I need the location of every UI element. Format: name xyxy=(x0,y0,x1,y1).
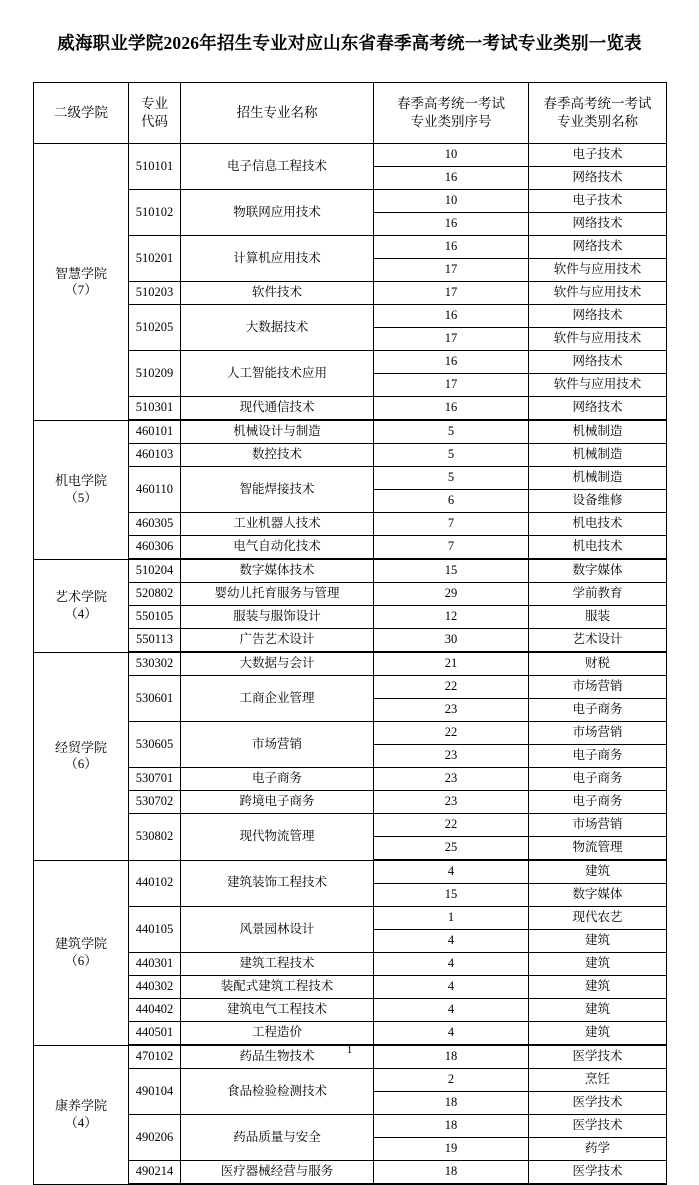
college-cell xyxy=(34,652,129,860)
category-sequence-cell: 5 xyxy=(374,444,529,467)
category-sequence-cell: 16 xyxy=(374,397,529,421)
category-name-cell: 网络技术 xyxy=(529,213,667,236)
major-code-cell: 440102 xyxy=(129,860,181,907)
category-name-cell: 建筑 xyxy=(529,976,667,999)
category-name-cell: 网络技术 xyxy=(529,397,667,421)
major-code-cell: 440301 xyxy=(129,953,181,976)
major-code-cell: 490104 xyxy=(129,1069,181,1115)
category-name-cell: 建筑 xyxy=(529,1022,667,1046)
major-name-cell: 计算机应用技术 xyxy=(181,236,374,282)
major-code-cell: 530605 xyxy=(129,722,181,768)
college-major-count: （6） xyxy=(64,952,98,968)
major-name-cell: 大数据与会计 xyxy=(181,652,374,676)
major-code-cell: 530601 xyxy=(129,676,181,722)
column-header-category xyxy=(529,83,667,144)
category-name-cell: 机械制造 xyxy=(529,444,667,467)
category-name-cell: 市场营销 xyxy=(529,722,667,745)
college-name: 经贸学院 xyxy=(54,739,107,755)
table-header-row xyxy=(34,83,667,144)
college-cell xyxy=(34,559,129,652)
college-cell xyxy=(34,144,129,421)
table-row xyxy=(34,305,667,328)
major-code-cell: 440105 xyxy=(129,907,181,953)
category-name-cell: 市场营销 xyxy=(529,676,667,699)
category-sequence-cell: 17 xyxy=(374,282,529,305)
category-name-cell: 电子商务 xyxy=(529,791,667,814)
table-row xyxy=(34,536,667,560)
table-row xyxy=(34,814,667,837)
table-row xyxy=(34,236,667,259)
table-row xyxy=(34,420,667,444)
college-name: 机电学院 xyxy=(54,473,107,489)
category-sequence-cell: 4 xyxy=(374,1022,529,1046)
category-name-cell: 电子技术 xyxy=(529,144,667,167)
category-name-cell: 设备维修 xyxy=(529,490,667,513)
category-name-cell: 软件与应用技术 xyxy=(529,328,667,351)
major-name-cell: 电气自动化技术 xyxy=(181,536,374,560)
table-row xyxy=(34,953,667,976)
column-header-major xyxy=(181,83,374,144)
category-sequence-cell: 29 xyxy=(374,583,529,606)
major-code-cell: 440402 xyxy=(129,999,181,1022)
category-name-cell: 医学技术 xyxy=(529,1115,667,1138)
major-code-cell: 510203 xyxy=(129,282,181,305)
column-header-category-line2: 专业类别名称 xyxy=(557,114,638,129)
category-sequence-cell: 10 xyxy=(374,144,529,167)
category-sequence-cell: 17 xyxy=(374,374,529,397)
major-name-cell: 智能焊接技术 xyxy=(181,467,374,513)
major-name-cell: 跨境电子商务 xyxy=(181,791,374,814)
table-row xyxy=(34,768,667,791)
category-sequence-cell: 4 xyxy=(374,999,529,1022)
category-sequence-cell: 7 xyxy=(374,536,529,560)
category-name-cell: 网络技术 xyxy=(529,305,667,328)
college-cell xyxy=(34,420,129,559)
category-sequence-cell: 30 xyxy=(374,629,529,653)
major-code-cell: 460305 xyxy=(129,513,181,536)
category-sequence-cell: 18 xyxy=(374,1115,529,1138)
college-cell xyxy=(34,860,129,1045)
category-sequence-cell: 12 xyxy=(374,606,529,629)
table-row xyxy=(34,282,667,305)
category-sequence-cell: 6 xyxy=(374,490,529,513)
college-major-count: （5） xyxy=(64,489,98,505)
column-header-college xyxy=(34,83,129,144)
category-name-cell: 机电技术 xyxy=(529,536,667,560)
major-code-cell: 530702 xyxy=(129,791,181,814)
major-name-cell: 建筑电气工程技术 xyxy=(181,999,374,1022)
category-sequence-cell: 16 xyxy=(374,167,529,190)
category-name-cell: 机械制造 xyxy=(529,420,667,444)
major-name-cell: 机械设计与制造 xyxy=(181,420,374,444)
table-row xyxy=(34,791,667,814)
category-sequence-cell: 16 xyxy=(374,236,529,259)
category-name-cell: 网络技术 xyxy=(529,351,667,374)
category-name-cell: 数字媒体 xyxy=(529,884,667,907)
category-sequence-cell: 22 xyxy=(374,814,529,837)
category-sequence-cell: 4 xyxy=(374,976,529,999)
major-code-cell: 520802 xyxy=(129,583,181,606)
major-name-cell: 人工智能技术应用 xyxy=(181,351,374,397)
table-row xyxy=(34,467,667,490)
college-name: 建筑学院 xyxy=(54,936,107,952)
major-code-cell: 510209 xyxy=(129,351,181,397)
category-name-cell: 服装 xyxy=(529,606,667,629)
category-name-cell: 建筑 xyxy=(529,953,667,976)
major-code-cell: 460306 xyxy=(129,536,181,560)
category-sequence-cell: 10 xyxy=(374,190,529,213)
category-name-cell: 建筑 xyxy=(529,930,667,953)
category-name-cell: 烹饪 xyxy=(529,1069,667,1092)
table-row xyxy=(34,976,667,999)
major-name-cell: 药品生物技术 xyxy=(181,1045,374,1069)
category-sequence-cell: 15 xyxy=(374,884,529,907)
table-row xyxy=(34,1069,667,1092)
major-name-cell: 现代通信技术 xyxy=(181,397,374,421)
category-name-cell: 电子技术 xyxy=(529,190,667,213)
category-name-cell: 建筑 xyxy=(529,999,667,1022)
major-name-cell: 大数据技术 xyxy=(181,305,374,351)
category-sequence-cell: 16 xyxy=(374,305,529,328)
category-sequence-cell: 16 xyxy=(374,213,529,236)
major-code-cell: 510201 xyxy=(129,236,181,282)
category-name-cell: 机电技术 xyxy=(529,513,667,536)
major-name-cell: 市场营销 xyxy=(181,722,374,768)
table-row xyxy=(34,559,667,583)
category-sequence-cell: 15 xyxy=(374,559,529,583)
table-row xyxy=(34,190,667,213)
category-sequence-cell: 4 xyxy=(374,930,529,953)
category-sequence-cell: 25 xyxy=(374,837,529,861)
category-name-cell: 机械制造 xyxy=(529,467,667,490)
table-row xyxy=(34,144,667,167)
category-sequence-cell: 2 xyxy=(374,1069,529,1092)
major-code-cell: 510101 xyxy=(129,144,181,190)
category-name-cell: 数字媒体 xyxy=(529,559,667,583)
category-name-cell: 网络技术 xyxy=(529,236,667,259)
column-header-code-line2: 代码 xyxy=(141,114,168,129)
category-sequence-cell: 23 xyxy=(374,768,529,791)
major-code-cell: 490214 xyxy=(129,1161,181,1185)
major-code-cell: 510205 xyxy=(129,305,181,351)
table-row xyxy=(34,722,667,745)
column-header-major-label: 招生专业名称 xyxy=(236,104,318,120)
category-name-cell: 软件与应用技术 xyxy=(529,374,667,397)
column-header-sequence-line1: 春季高考统一考试 xyxy=(397,95,505,111)
category-sequence-cell: 23 xyxy=(374,791,529,814)
category-sequence-cell: 22 xyxy=(374,676,529,699)
category-sequence-cell: 5 xyxy=(374,467,529,490)
major-code-cell: 550113 xyxy=(129,629,181,653)
table-row xyxy=(34,513,667,536)
category-sequence-cell: 23 xyxy=(374,745,529,768)
major-name-cell: 工程造价 xyxy=(181,1022,374,1046)
category-sequence-cell: 19 xyxy=(374,1138,529,1161)
major-name-cell: 食品检验检测技术 xyxy=(181,1069,374,1115)
category-name-cell: 财税 xyxy=(529,652,667,676)
college-name: 智慧学院 xyxy=(54,265,107,281)
table-row xyxy=(34,1022,667,1046)
category-sequence-cell: 7 xyxy=(374,513,529,536)
category-name-cell: 软件与应用技术 xyxy=(529,282,667,305)
major-name-cell: 电子信息工程技术 xyxy=(181,144,374,190)
table-body xyxy=(34,144,667,1185)
table-row xyxy=(34,1115,667,1138)
major-name-cell: 电子商务 xyxy=(181,768,374,791)
major-name-cell: 物联网应用技术 xyxy=(181,190,374,236)
category-sequence-cell: 17 xyxy=(374,328,529,351)
table-row xyxy=(34,652,667,676)
category-name-cell: 电子商务 xyxy=(529,745,667,768)
category-name-cell: 医学技术 xyxy=(529,1092,667,1115)
college-major-count: （6） xyxy=(64,756,98,771)
major-name-cell: 工商企业管理 xyxy=(181,676,374,722)
major-code-cell: 460110 xyxy=(129,467,181,513)
major-name-cell: 装配式建筑工程技术 xyxy=(181,976,374,999)
major-name-cell: 风景园林设计 xyxy=(181,907,374,953)
category-sequence-cell: 22 xyxy=(374,722,529,745)
table-row xyxy=(34,606,667,629)
category-sequence-cell: 4 xyxy=(374,953,529,976)
major-name-cell: 建筑装饰工程技术 xyxy=(181,860,374,907)
college-major-count: （7） xyxy=(64,281,98,297)
table-row xyxy=(34,907,667,930)
college-major-count: （4） xyxy=(64,1114,98,1130)
table-row xyxy=(34,676,667,699)
category-sequence-cell: 18 xyxy=(374,1045,529,1069)
major-name-cell: 药品质量与安全 xyxy=(181,1115,374,1161)
category-name-cell: 市场营销 xyxy=(529,814,667,837)
category-name-cell: 建筑 xyxy=(529,860,667,884)
table-row xyxy=(34,351,667,374)
category-sequence-cell: 5 xyxy=(374,420,529,444)
category-name-cell: 艺术设计 xyxy=(529,629,667,653)
major-code-cell: 470102 xyxy=(129,1045,181,1069)
major-name-cell: 广告艺术设计 xyxy=(181,629,374,653)
college-major-count: （4） xyxy=(64,605,98,621)
major-code-cell: 510301 xyxy=(129,397,181,421)
major-name-cell: 建筑工程技术 xyxy=(181,953,374,976)
category-name-cell: 医学技术 xyxy=(529,1161,667,1185)
category-name-cell: 现代农艺 xyxy=(529,907,667,930)
column-header-sequence xyxy=(374,83,529,144)
category-sequence-cell: 1 xyxy=(374,907,529,930)
category-name-cell: 物流管理 xyxy=(529,837,667,861)
category-name-cell: 网络技术 xyxy=(529,167,667,190)
page-number: 1 xyxy=(346,1044,353,1056)
majors-table-container xyxy=(33,82,666,1185)
college-name: 康养学院 xyxy=(54,1098,107,1114)
category-name-cell: 药学 xyxy=(529,1138,667,1161)
category-sequence-cell: 23 xyxy=(374,699,529,722)
column-header-sequence-line2: 专业类别序号 xyxy=(410,114,492,129)
major-name-cell: 婴幼儿托育服务与管理 xyxy=(181,583,374,606)
table-row xyxy=(34,1161,667,1185)
table-row xyxy=(34,397,667,421)
major-code-cell: 510102 xyxy=(129,190,181,236)
major-name-cell: 软件技术 xyxy=(181,282,374,305)
column-header-category-line1: 春季高考统一考试 xyxy=(543,95,652,111)
major-code-cell: 510204 xyxy=(129,559,181,583)
column-header-code-line1: 专业 xyxy=(141,95,168,111)
column-header-college-label: 二级学院 xyxy=(54,104,108,120)
major-name-cell: 数字媒体技术 xyxy=(181,559,374,583)
table-row xyxy=(34,583,667,606)
category-sequence-cell: 18 xyxy=(374,1092,529,1115)
major-name-cell: 医疗器械经营与服务 xyxy=(181,1161,374,1185)
table-row xyxy=(34,860,667,884)
table-header xyxy=(34,83,667,144)
table-row xyxy=(34,629,667,653)
major-code-cell: 490206 xyxy=(129,1115,181,1161)
category-name-cell: 电子商务 xyxy=(529,768,667,791)
major-code-cell: 440302 xyxy=(129,976,181,999)
category-name-cell: 医学技术 xyxy=(529,1045,667,1069)
category-sequence-cell: 18 xyxy=(374,1161,529,1185)
category-name-cell: 学前教育 xyxy=(529,583,667,606)
category-sequence-cell: 21 xyxy=(374,652,529,676)
major-code-cell: 530802 xyxy=(129,814,181,861)
page-title: 威海职业学院2026年招生专业对应山东省春季高考统一考试专业类别一览表 xyxy=(57,33,642,53)
major-code-cell: 530701 xyxy=(129,768,181,791)
major-code-cell: 550105 xyxy=(129,606,181,629)
category-name-cell: 电子商务 xyxy=(529,699,667,722)
category-sequence-cell: 17 xyxy=(374,259,529,282)
major-name-cell: 数控技术 xyxy=(181,444,374,467)
major-name-cell: 工业机器人技术 xyxy=(181,513,374,536)
college-cell xyxy=(34,1045,129,1184)
table-row xyxy=(34,444,667,467)
category-name-cell: 软件与应用技术 xyxy=(529,259,667,282)
category-sequence-cell: 4 xyxy=(374,860,529,884)
major-code-cell: 460101 xyxy=(129,420,181,444)
majors-table xyxy=(33,82,667,1185)
major-name-cell: 现代物流管理 xyxy=(181,814,374,861)
major-code-cell: 460103 xyxy=(129,444,181,467)
college-name: 艺术学院 xyxy=(54,589,107,605)
major-code-cell: 530302 xyxy=(129,652,181,676)
column-header-code xyxy=(129,83,181,144)
major-name-cell: 服装与服饰设计 xyxy=(181,606,374,629)
major-code-cell: 440501 xyxy=(129,1022,181,1046)
table-row xyxy=(34,999,667,1022)
category-sequence-cell: 16 xyxy=(374,351,529,374)
